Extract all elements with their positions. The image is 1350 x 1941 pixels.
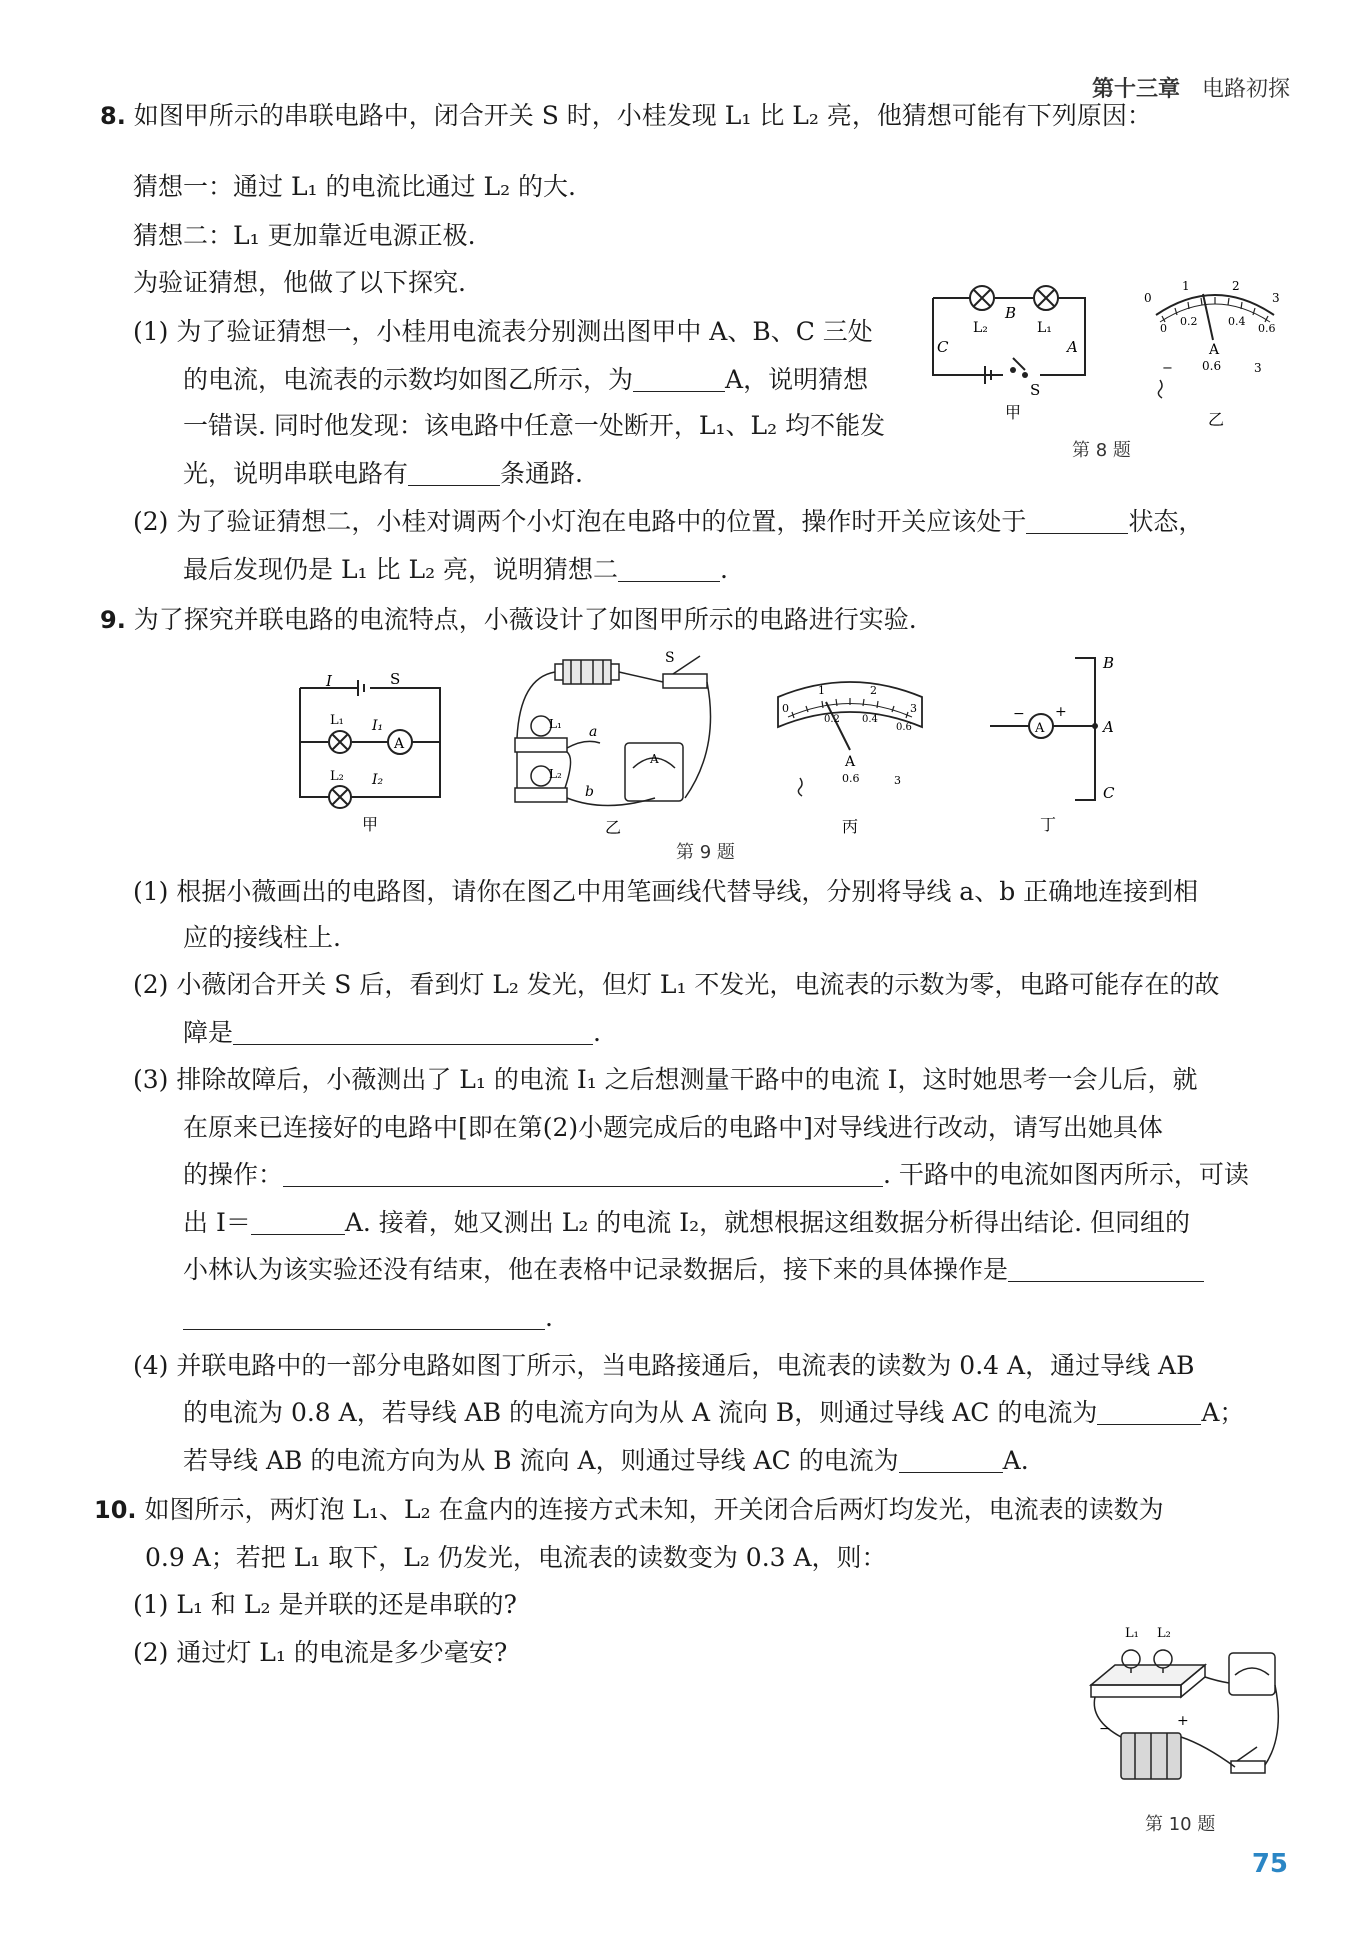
svg-text:S: S — [390, 670, 401, 688]
svg-text:A: A — [1067, 338, 1078, 356]
q9-p3-line3: 的操作： . 干路中的电流如图丙所示，可读 — [183, 1160, 1249, 1189]
svg-text:0: 0 — [1160, 322, 1167, 335]
svg-text:C: C — [937, 338, 949, 356]
label-L2: L₂ — [973, 320, 988, 336]
svg-text:L₂: L₂ — [1157, 1626, 1171, 1641]
svg-text:2: 2 — [870, 684, 877, 697]
q9-p4-line1: (4) 并联电路中的一部分电路如图丁所示，当电路接通后，电流表的读数为 0.4 A，通过导线 AB — [133, 1351, 1195, 1380]
q9-caption: 第 9 题 — [676, 842, 735, 863]
q8-p1-line3: 一错误. 同时他发现：该电路中任意一处断开，L₁、L₂ 均不能发 — [183, 411, 886, 440]
svg-text:0.6: 0.6 — [1258, 322, 1276, 335]
answer-blank[interactable] — [1026, 507, 1128, 534]
svg-text:I₁: I₁ — [372, 718, 384, 734]
answer-blank[interactable] — [283, 1160, 883, 1187]
q10-fig-apparatus — [1085, 1625, 1285, 1800]
svg-text:0.2: 0.2 — [1180, 315, 1198, 328]
answer-blank[interactable] — [251, 1208, 345, 1235]
svg-text:B: B — [1005, 304, 1017, 322]
chapter-label: 第十三章 — [1091, 77, 1180, 102]
svg-text:a: a — [589, 724, 598, 740]
q8-p1-line4: 光，说明串联电路有 条通路. — [183, 459, 583, 488]
answer-blank[interactable] — [408, 459, 500, 486]
q8-p1-line1: (1) 为了验证猜想一，小桂用电流表分别测出图甲中 A、B、C 三处 — [133, 317, 873, 346]
q9-p3-line2: 在原来已连接好的电路中[即在第(2)小题完成后的电路中]对导线进行改动，请写出她具体 — [183, 1113, 1163, 1142]
svg-text:S: S — [665, 650, 675, 666]
svg-text:0.4: 0.4 — [1228, 315, 1246, 328]
answer-blank[interactable] — [1097, 1398, 1201, 1425]
fig-label-yi: 乙 — [1208, 410, 1225, 429]
svg-text:A: A — [845, 754, 856, 770]
svg-text:L₁: L₁ — [1125, 1626, 1139, 1641]
q10-line1: 10. 如图所示，两灯泡 L₁、L₂ 在盒内的连接方式未知，开关闭合后两灯均发光，电流表的读数为 — [94, 1495, 1164, 1524]
svg-text:L₁: L₁ — [549, 717, 562, 731]
q8-fig-jia-circuit — [925, 280, 1095, 420]
svg-text:0.6: 0.6 — [896, 722, 912, 733]
q9-p3-line5: 小林认为该实验还没有结束，他在表格中记录数据后，接下来的具体操作是 — [183, 1252, 1204, 1288]
svg-text:−: − — [1099, 1721, 1111, 1737]
q9-p1-line1: (1) 根据小薇画出的电路图，请你在图乙中用笔画线代替导线，分别将导线 a、b 正确地连接到相 — [133, 877, 1199, 906]
svg-text:L₁: L₁ — [330, 713, 344, 728]
svg-text:1: 1 — [818, 684, 825, 697]
q10-number: 10. — [94, 1496, 137, 1524]
q9-p2-line2: 障是 . — [183, 1018, 601, 1047]
svg-text:3: 3 — [910, 702, 917, 715]
svg-text:B: B — [1103, 654, 1115, 672]
page-number: 75 — [1251, 1849, 1288, 1879]
svg-text:L₂: L₂ — [330, 769, 344, 784]
q10-caption: 第 10 题 — [1145, 1814, 1216, 1835]
q10-sub1: (1) L₁ 和 L₂ 是并联的还是串联的? — [133, 1590, 517, 1619]
q8-p2-line1: (2) 为了验证猜想二，小桂对调两个小灯泡在电路中的位置，操作时开关应该处于 状态， — [133, 507, 1204, 536]
answer-blank[interactable] — [233, 1018, 593, 1045]
q9-p3-line1: (3) 排除故障后，小薇测出了 L₁ 的电流 I₁ 之后想测量干路中的电流 I，这时她思考一会儿后，就 — [133, 1065, 1198, 1094]
svg-text:I₂: I₂ — [372, 772, 384, 788]
svg-text:0: 0 — [782, 702, 789, 715]
q9-p3-line6: . — [183, 1300, 553, 1336]
q10-sub2: (2) 通过灯 L₁ 的电流是多少毫安? — [133, 1638, 508, 1667]
q8-intro: 为验证猜想，他做了以下探究. — [133, 268, 466, 297]
svg-text:A: A — [1209, 342, 1220, 358]
q8-hypothesis-2: 猜想二：L₁ 更加靠近电源正极. — [133, 221, 476, 250]
fig-label-ding: 丁 — [1040, 815, 1057, 834]
q9-fig-bing-ammeter — [770, 672, 930, 837]
svg-text:A: A — [1103, 718, 1114, 736]
q9-number: 9. — [100, 606, 126, 634]
chapter-title: 电路初探 — [1201, 77, 1290, 102]
fig-label-jia: 甲 — [1005, 403, 1022, 420]
q10-line2: 0.9 A；若把 L₁ 取下，L₂ 仍发光，电流表的读数变为 0.3 A，则： — [145, 1543, 887, 1572]
svg-text:0.2: 0.2 — [824, 714, 840, 725]
svg-text:2: 2 — [1232, 279, 1240, 293]
q9-p1-line2: 应的接线柱上. — [183, 923, 341, 952]
svg-text:3: 3 — [1254, 361, 1262, 375]
svg-text:I: I — [326, 672, 332, 690]
q8-caption: 第 8 题 — [1072, 440, 1131, 461]
q9-fig-ding-junction — [985, 650, 1125, 835]
svg-text:0.6: 0.6 — [1202, 359, 1222, 373]
svg-text:C: C — [1103, 784, 1115, 802]
q8-hypothesis-1: 猜想一：通过 L₁ 的电流比通过 L₂ 的大. — [133, 172, 576, 201]
q8-fig-yi-ammeter — [1140, 270, 1290, 435]
q9-p4-line2: 的电流为 0.8 A，若导线 AB 的电流方向为从 A 流向 B，则通过导线 AC 的电流为 A； — [183, 1398, 1245, 1427]
svg-text:1: 1 — [1182, 279, 1190, 293]
svg-text:A: A — [1035, 721, 1045, 736]
q9-fig-yi-apparatus — [505, 648, 720, 838]
q8-p1-line2: 的电流，电流表的示数均如图乙所示，为 A，说明猜想 — [183, 365, 869, 394]
svg-text:A: A — [394, 736, 405, 752]
svg-text:b: b — [585, 784, 594, 800]
answer-blank[interactable] — [899, 1446, 1003, 1473]
svg-text:3: 3 — [1272, 291, 1280, 305]
svg-text:+: + — [1177, 1713, 1189, 1729]
svg-text:0.4: 0.4 — [862, 714, 878, 725]
svg-text:0: 0 — [1144, 291, 1152, 305]
svg-text:L₂: L₂ — [549, 767, 562, 781]
q8-p2-line2: 最后发现仍是 L₁ 比 L₂ 亮，说明猜想二 . — [183, 555, 728, 584]
fig-label-bing: 丙 — [842, 817, 859, 836]
q9-line1: 9. 为了探究并联电路的电流特点，小薇设计了如图甲所示的电路进行实验. — [100, 605, 917, 634]
svg-text:−: − — [1013, 706, 1025, 722]
q9-p3-line4: 出 I＝ A. 接着，她又测出 L₂ 的电流 I₂，就想根据这组数据分析得出结论. 但同组的 — [183, 1208, 1191, 1237]
q8-number: 8. — [100, 102, 126, 130]
q9-fig-jia-circuit — [290, 660, 465, 835]
svg-text:3: 3 — [894, 774, 901, 787]
q9-p4-line3: 若导线 AB 的电流方向为从 B 流向 A，则通过导线 AC 的电流为 A. — [183, 1446, 1029, 1475]
svg-text:+: + — [1055, 704, 1067, 720]
fig-label-yi: 乙 — [605, 818, 622, 837]
q9-p2-line1: (2) 小薇闭合开关 S 后，看到灯 L₂ 发光，但灯 L₁ 不发光，电流表的示数为零，电路可能存在的故 — [133, 970, 1220, 999]
answer-blank[interactable] — [618, 555, 720, 582]
label-L1: L₁ — [1037, 320, 1052, 336]
answer-blank[interactable] — [1008, 1255, 1204, 1282]
answer-blank[interactable] — [633, 365, 725, 392]
svg-text:0.6: 0.6 — [842, 772, 860, 785]
fig-label-jia: 甲 — [362, 815, 379, 834]
q8-line1: 8. 如图甲所示的串联电路中，闭合开关 S 时，小桂发现 L₁ 比 L₂ 亮，他猜想可能有下列原因： — [100, 101, 1152, 130]
svg-text:S: S — [1030, 381, 1041, 399]
svg-text:A: A — [650, 752, 659, 766]
answer-blank[interactable] — [183, 1303, 545, 1330]
svg-text:−: − — [1162, 361, 1173, 376]
